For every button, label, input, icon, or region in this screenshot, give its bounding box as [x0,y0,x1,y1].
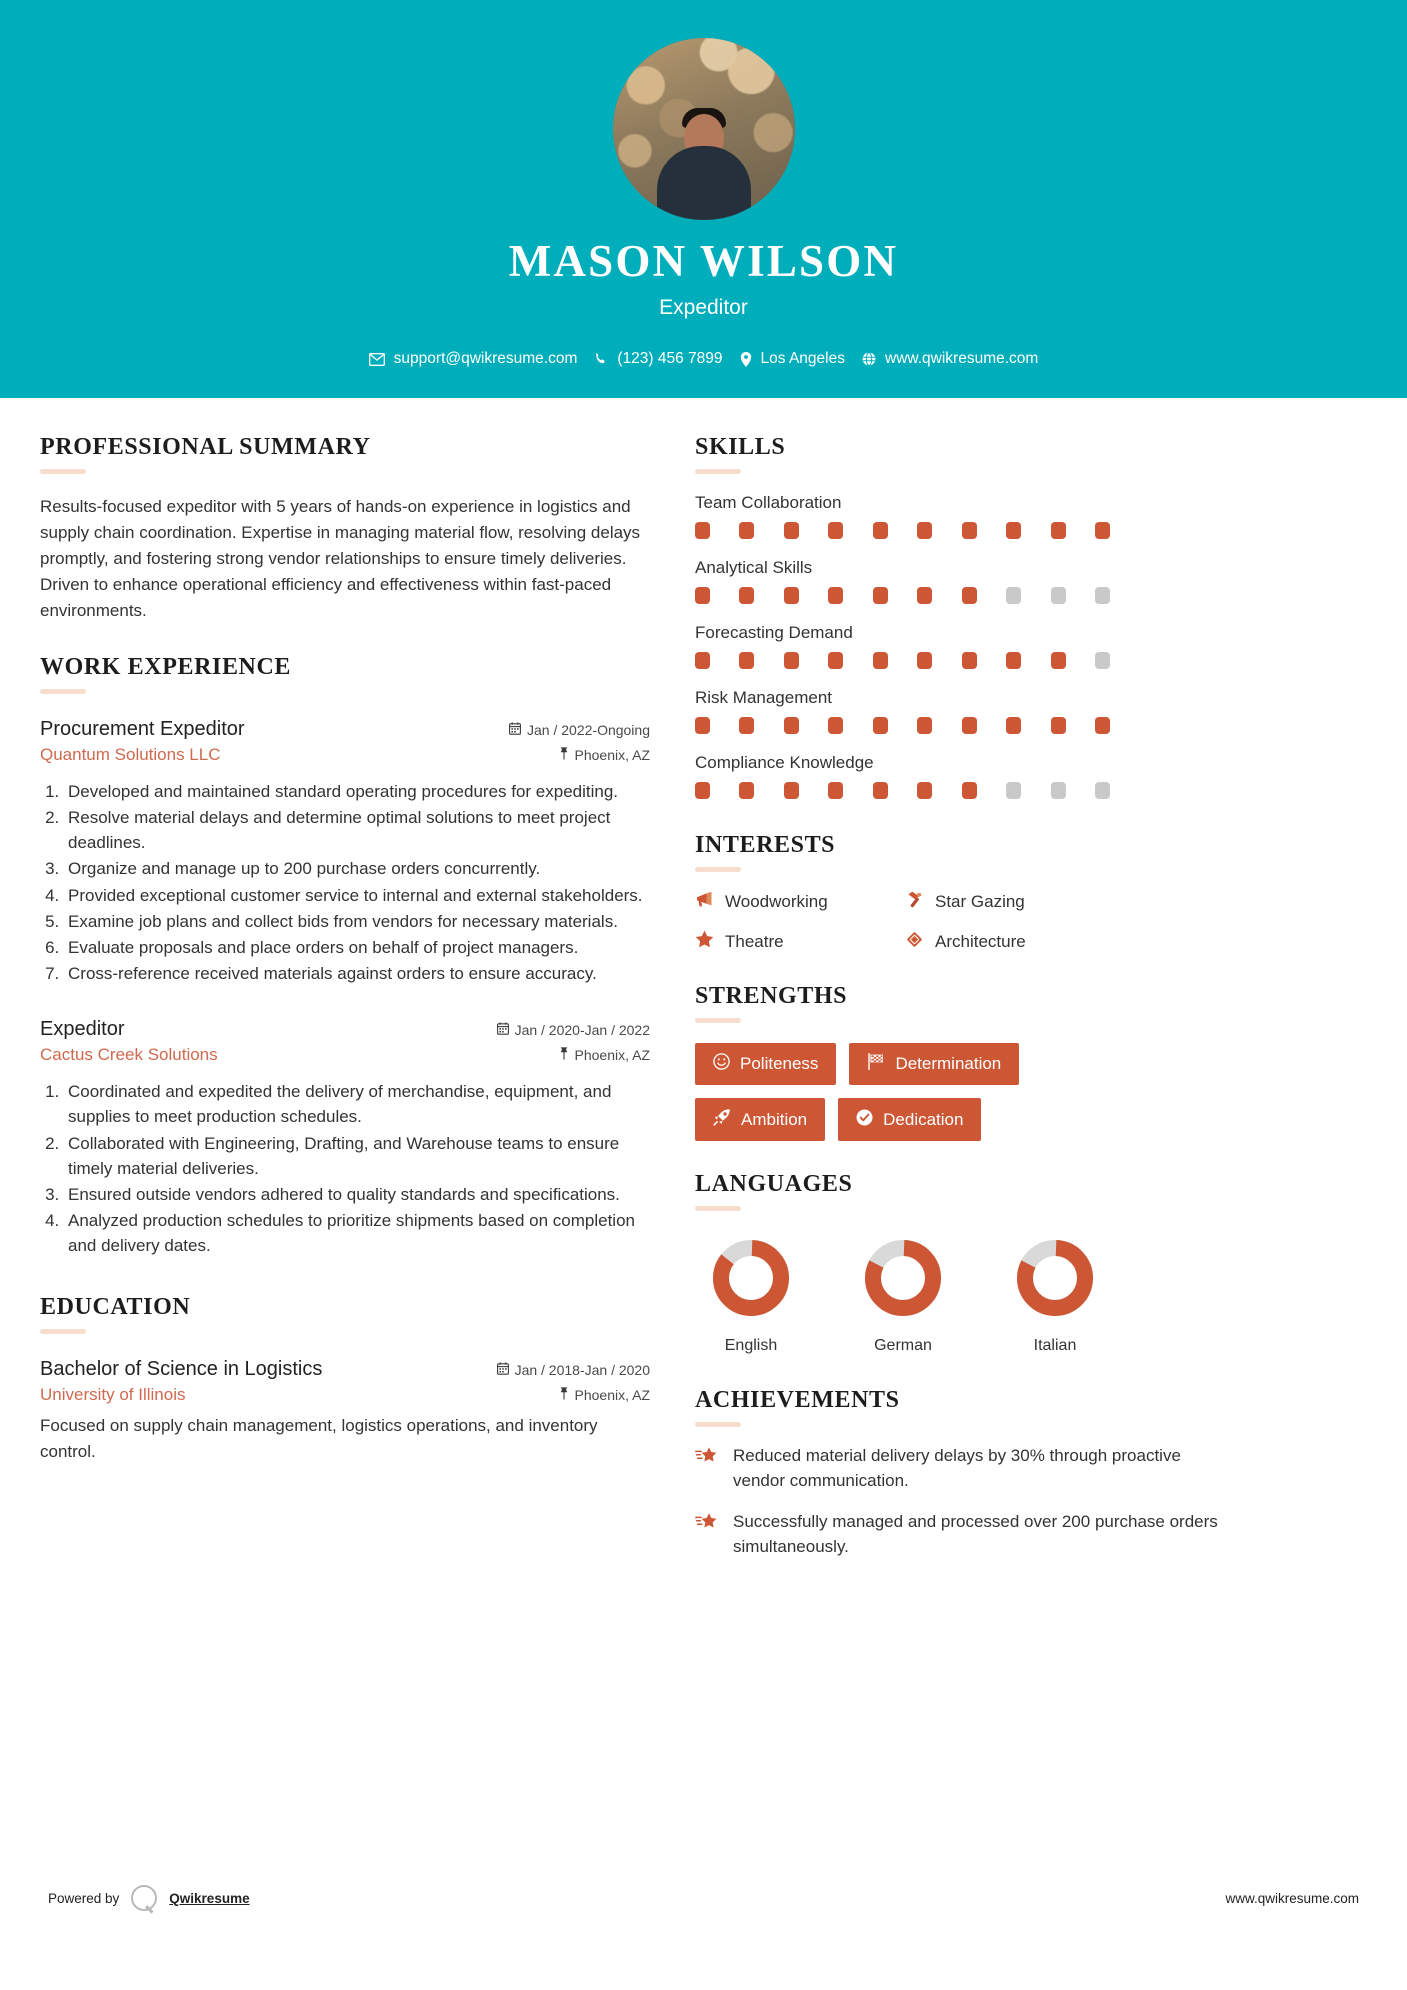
skill-dot-empty [1095,587,1110,604]
strength-chip[interactable] [695,1043,836,1085]
achievement-item [695,1510,1235,1559]
work-bullet: 2. Collaborated with Engineering, Drafting, and Warehouse teams to ensure timely material deliveries. [64,1131,650,1181]
education-title: EDUCATION [40,1294,191,1321]
skill-dot-filled [739,717,754,734]
shooting-star-icon [695,1446,719,1493]
education-entry [40,1358,650,1464]
education-school[interactable]: University of Illinois [40,1385,186,1405]
strength-label: Dedication [883,1109,964,1129]
work-bullets [64,1079,650,1258]
language-label: German [874,1337,932,1354]
skill-item [695,688,1235,734]
work-bullet: 5. Examine job plans and collect bids from vendors for necessary materials. [64,909,650,934]
skill-rating [695,717,1110,734]
interest-item [905,930,1235,953]
contact-phone[interactable] [594,350,722,368]
footer-branding [48,1885,250,1911]
map-pin-icon [559,1047,569,1063]
skill-dot-filled [1006,522,1021,539]
skill-dot-filled [784,587,799,604]
education-dates-text: Jan / 2018-Jan / 2020 [514,1362,650,1379]
calendar-icon [497,1022,509,1038]
language-label: English [724,1337,778,1354]
envelope-icon [369,353,385,366]
check-circle-icon [856,1109,873,1131]
skill-dot-filled [695,587,710,604]
skill-item [695,753,1235,799]
skill-label: Team Collaboration [695,493,842,512]
skill-dot-empty [1095,652,1110,669]
skill-dot-filled [828,587,843,604]
work-rule [40,689,86,694]
work-location [559,747,651,763]
skill-dot-filled [917,587,932,604]
work-role: Expeditor [40,1018,125,1041]
education-rule [40,1329,86,1334]
work-title: WORK EXPERIENCE [40,654,292,680]
language-donut-chart [1014,1237,1096,1319]
interest-label: Star Gazing [935,892,1025,911]
skill-rating [695,587,1110,604]
interests-rule [695,867,741,872]
star-icon [695,930,714,953]
skill-rating [695,522,1110,539]
strengths-title: STRENGTHS [695,983,848,1009]
interest-item [905,891,1235,913]
contact-email-text: support@qwikresume.com [393,350,578,367]
skill-label: Analytical Skills [695,558,813,577]
contact-row [369,350,1039,368]
footer-website: www.qwikresume.com [1225,1890,1359,1906]
languages-rule [695,1206,741,1211]
interest-label: Theatre [725,931,784,951]
flag-icon [867,1053,885,1075]
work-dates [509,722,650,738]
skill-dot-filled [1095,717,1110,734]
skills-title: SKILLS [695,434,786,460]
skill-dot-empty [1051,587,1066,604]
skill-dot-filled [873,782,888,799]
skill-dot-filled [695,652,710,669]
work-location [559,1047,651,1063]
work-entry-head [40,718,650,741]
skill-dot-filled [962,717,977,734]
rocket-icon [713,1108,731,1131]
summary-rule [40,469,86,474]
language-label: Italian [1033,1337,1077,1354]
work-location-text: Phoenix, AZ [574,747,650,763]
skill-dot-empty [1006,782,1021,799]
education-entry-sub [40,1385,650,1405]
diamond-icon [905,930,924,953]
work-bullet: 4. Analyzed production schedules to prioritize shipments based on completion and delivery dates. [64,1208,650,1258]
qwikresume-logo-icon [131,1885,157,1911]
skill-dot-filled [962,782,977,799]
education-dates [497,1362,650,1378]
work-bullets [64,779,650,986]
map-pin-icon [559,1387,569,1403]
work-bullet: 1. Coordinated and expedited the delivery of merchandise, equipment, and supplies to meet production schedules. [64,1079,650,1129]
left-column [40,434,650,1560]
skill-dot-filled [784,652,799,669]
skill-dot-empty [1051,782,1066,799]
right-column [695,434,1235,1560]
skill-dot-filled [873,587,888,604]
work-bullet: 3. Ensured outside vendors adhered to quality standards and specifications. [64,1182,650,1207]
strengths-list [695,1043,1115,1141]
skill-dot-filled [917,652,932,669]
skill-dot-filled [873,652,888,669]
skill-dot-filled [695,782,710,799]
work-bullet: 7. Cross-reference received materials against orders to ensure accuracy. [64,961,650,986]
interest-label: Architecture [935,931,1026,951]
skill-dot-filled [962,522,977,539]
skill-dot-filled [784,782,799,799]
skill-dot-filled [784,717,799,734]
work-bullet: 2. Resolve material delays and determine optimal solutions to meet project deadlines. [64,805,650,855]
skill-dot-filled [1006,717,1021,734]
smiley-icon [713,1053,730,1075]
languages-title: LANGUAGES [695,1171,853,1197]
skill-dot-filled [828,652,843,669]
work-company[interactable]: Cactus Creek Solutions [40,1045,218,1065]
section-languages [695,1171,1235,1355]
strength-chip[interactable] [849,1043,1019,1085]
education-location [559,1387,651,1403]
resume-header [0,0,1407,398]
section-interests [695,832,1235,953]
skill-dot-filled [1095,522,1110,539]
education-description: Focused on supply chain management, logistics operations, and inventory control. [40,1416,598,1461]
skill-dot-filled [1051,522,1066,539]
footer-powered-by: Powered by [48,1890,120,1906]
skill-dot-filled [695,717,710,734]
globe-icon [862,352,876,366]
language-item [855,1237,951,1355]
section-achievements [695,1387,1235,1560]
skill-dot-filled [739,522,754,539]
contact-website[interactable] [862,350,1038,368]
skill-dot-filled [873,717,888,734]
skill-dot-filled [784,522,799,539]
skill-dot-empty [1095,782,1110,799]
shooting-star-icon [695,1512,719,1559]
calendar-icon [497,1362,509,1378]
strength-label: Ambition [741,1109,808,1129]
summary-text: Results-focused expeditor with 5 years of hands-on experience in logistics and supply chain coordination. Expertise in managing material flow, resolving delays promptly, and fostering strong vendor relationships to ensure timely deliveries. Driven to enhance operational efficiency and effectiveness within fast-paced environments. [40,497,641,620]
achievements-title: ACHIEVEMENTS [695,1387,900,1413]
language-donut-chart [862,1237,944,1319]
avatar [613,38,795,220]
skills-list [695,493,1235,799]
skill-dot-filled [962,587,977,604]
candidate-job-title: Expeditor [659,296,748,319]
section-education [40,1294,650,1464]
contact-website-text: www.qwikresume.com [885,350,1039,367]
skill-dot-filled [828,717,843,734]
achievement-item [695,1444,1235,1493]
interests-grid [695,891,1235,953]
location-pin-icon [740,352,752,367]
work-entry [40,1018,650,1258]
work-bullet: 6. Evaluate proposals and place orders on behalf of project managers. [64,935,650,960]
strength-chip[interactable] [838,1098,981,1141]
skill-dot-filled [873,522,888,539]
footer-brand-link[interactable]: Qwikresume [169,1890,250,1906]
resume-body [0,398,1407,1560]
work-entry-sub [40,1045,650,1065]
contact-phone-text: (123) 456 7899 [617,350,723,367]
section-work-experience [40,654,650,1258]
education-degree: Bachelor of Science in Logistics [40,1358,323,1381]
work-dates-text: Jan / 2020-Jan / 2022 [514,1022,650,1039]
strength-chip[interactable] [695,1098,825,1141]
languages-list [695,1237,1235,1355]
work-company[interactable]: Quantum Solutions LLC [40,745,221,764]
skill-dot-filled [739,782,754,799]
skill-label: Forecasting Demand [695,623,853,642]
calendar-icon [509,722,521,738]
language-donut-chart [710,1237,792,1319]
skill-dot-filled [695,522,710,539]
skill-dot-filled [828,782,843,799]
skill-dot-empty [1006,587,1021,604]
interests-title: INTERESTS [695,832,836,858]
achievements-rule [695,1422,741,1427]
work-bullet: 3. Organize and manage up to 200 purchase orders concurrently. [64,856,650,881]
map-pin-icon [559,747,569,763]
work-location-text: Phoenix, AZ [574,1047,650,1064]
work-bullet: 1. Developed and maintained standard operating procedures for expediting. [64,779,650,804]
avatar-torso [657,146,751,220]
contact-location[interactable] [740,350,845,368]
work-bullet: 4. Provided exceptional customer service to internal and external stakeholders. [64,883,650,908]
phone-icon [594,352,608,366]
strength-label: Politeness [740,1054,819,1073]
interest-item [695,891,905,913]
skill-dot-filled [917,522,932,539]
work-role: Procurement Expeditor [40,718,245,740]
strengths-rule [695,1018,741,1023]
skill-item [695,623,1235,669]
skill-dot-filled [917,717,932,734]
achievement-text: Reduced material delivery delays by 30% through proactive vendor communication. [733,1446,1181,1490]
section-strengths [695,983,1235,1141]
education-location-text: Phoenix, AZ [574,1387,650,1404]
skill-dot-filled [962,652,977,669]
skill-dot-filled [917,782,932,799]
avatar-person [656,108,752,220]
language-item [1007,1237,1103,1355]
section-skills [695,434,1235,799]
work-entry [40,718,650,986]
skill-dot-filled [1051,652,1066,669]
work-dates [497,1022,650,1038]
skill-label: Risk Management [695,688,833,707]
work-entry-head [40,1018,650,1041]
skill-dot-filled [1006,652,1021,669]
education-entry-head [40,1358,650,1381]
section-professional-summary [40,434,650,624]
achievement-text: Successfully managed and processed over 200 purchase orders simultaneously. [733,1512,1218,1556]
footer [0,1885,1407,1911]
contact-email[interactable] [369,350,578,368]
language-item [703,1237,799,1355]
skill-item [695,493,1235,539]
skill-dot-filled [739,587,754,604]
skills-rule [695,469,741,474]
work-dates-text: Jan / 2022-Ongoing [527,722,650,738]
skill-rating [695,782,1110,799]
skill-dot-filled [828,522,843,539]
hammer-icon [905,891,924,913]
interest-label: Woodworking [725,892,828,911]
interest-item [695,930,905,953]
skill-rating [695,652,1110,669]
work-entry-sub [40,745,650,765]
summary-title: PROFESSIONAL SUMMARY [40,434,371,460]
skill-dot-filled [1051,717,1066,734]
strength-label: Determination [895,1054,1002,1073]
contact-location-text: Los Angeles [760,350,845,367]
candidate-name: MASON WILSON [508,236,899,286]
skill-item [695,558,1235,604]
megaphone-icon [695,891,714,913]
skill-dot-filled [739,652,754,669]
skill-label: Compliance Knowledge [695,753,874,772]
